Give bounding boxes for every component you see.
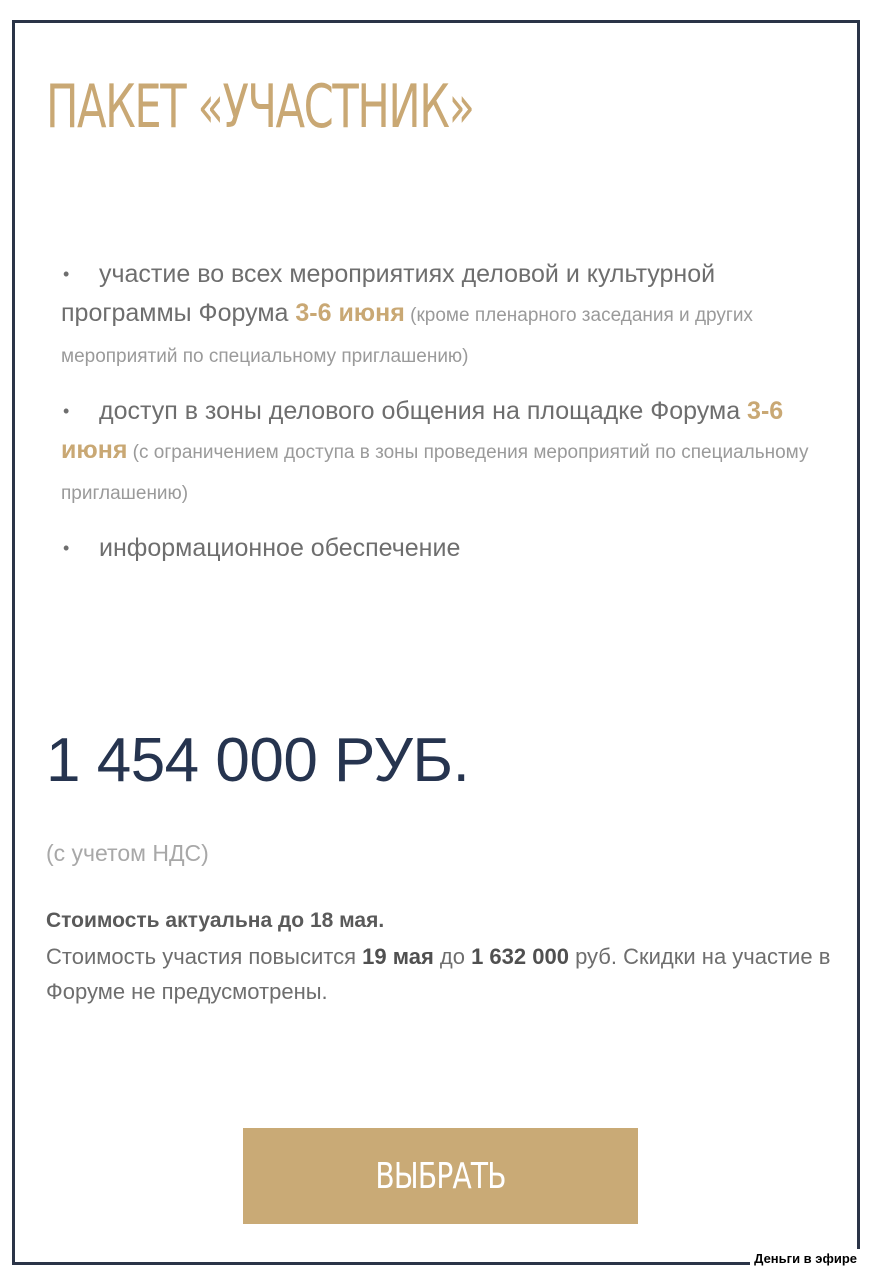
feature-text: информационное обеспечение xyxy=(99,534,461,562)
increase-amount: 1 632 000 xyxy=(471,944,569,969)
watermark-label: Деньги в эфире xyxy=(750,1249,861,1268)
increase-date: 19 мая xyxy=(362,944,434,969)
price-increase-note xyxy=(46,939,836,1009)
increase-text: Стоимость участия повысится xyxy=(46,944,363,969)
feature-text: участие во всех мероприятиях деловой и культурной программы Форума xyxy=(61,260,716,327)
package-price: 1 454 000 РУБ. xyxy=(46,726,470,795)
feature-item-business-zones xyxy=(61,392,841,513)
price-valid-until: Стоимость актуальна до 18 мая. xyxy=(46,909,385,932)
bullet-icon: • xyxy=(63,538,70,558)
increase-text: до xyxy=(433,944,472,969)
package-title: ПАКЕТ «УЧАСТНИК» xyxy=(46,72,474,142)
select-button-label: ВЫБРАТЬ xyxy=(375,1155,506,1197)
bullet-icon: • xyxy=(63,264,70,284)
feature-item-information xyxy=(61,529,841,568)
feature-note: (с ограничением доступа в зоны проведения мероприятий по специальному приглашению) xyxy=(61,442,809,504)
feature-dates: 3-6 июня xyxy=(61,397,784,464)
feature-item-forum-program xyxy=(61,255,841,376)
feature-list xyxy=(61,255,841,584)
feature-dates: 3-6 июня xyxy=(295,299,405,327)
select-package-button[interactable] xyxy=(243,1128,638,1224)
feature-note: (кроме пленарного заседания и других мероприятий по специальному приглашению) xyxy=(61,305,753,367)
feature-text: доступ в зоны делового общения на площадке Форума xyxy=(99,397,748,425)
bullet-icon: • xyxy=(63,401,70,421)
package-card xyxy=(12,20,860,1265)
increase-text: руб. Скидки на участие в Форуме не предусмотрены. xyxy=(46,944,831,1004)
vat-note: (с учетом НДС) xyxy=(46,840,209,866)
